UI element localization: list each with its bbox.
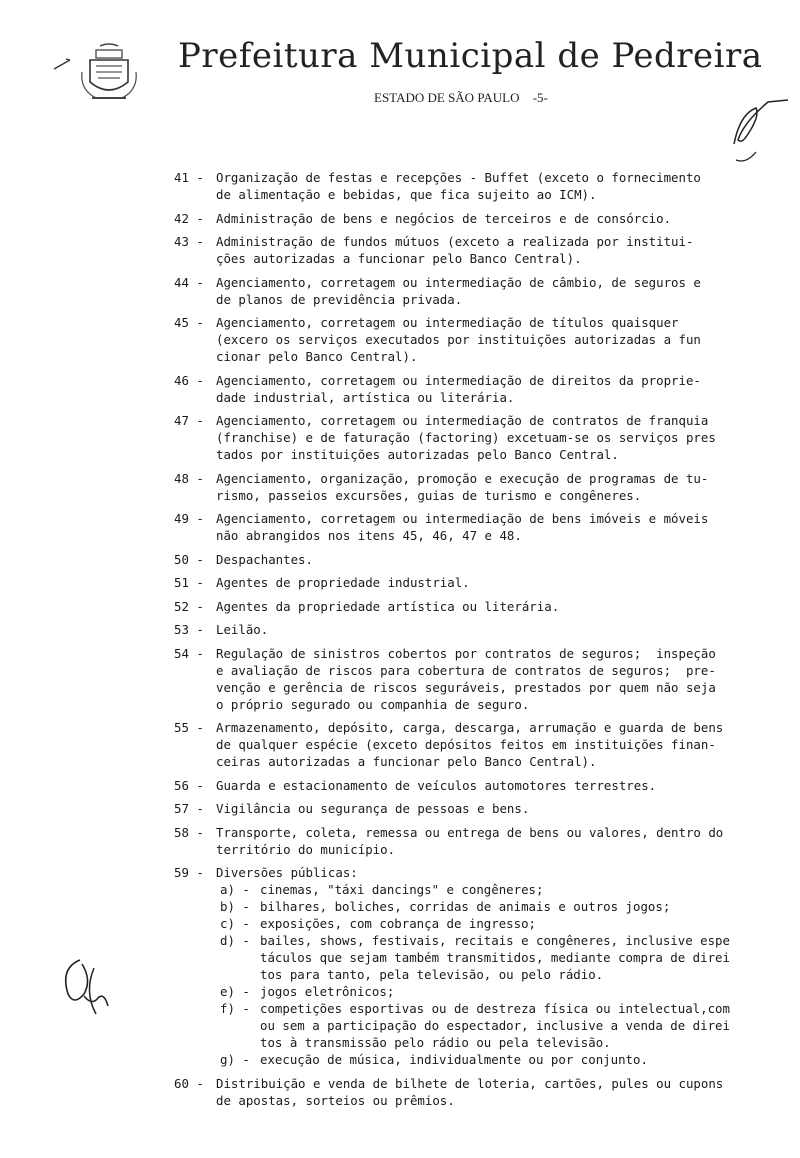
item-text: Agenciamento, corretagem ou intermediação de bens imóveis e móveis não abrangidos nos itens 45, 46, 47 e 48. xyxy=(216,511,709,543)
item-text: Leilão. xyxy=(216,622,269,637)
item-number: 50 - xyxy=(174,551,204,567)
item-text: Administração de bens e negócios de terceiros e de consórcio. xyxy=(216,210,672,226)
municipal-seal-icon xyxy=(78,42,140,110)
item-number: 45 - xyxy=(174,315,204,330)
subitem-text: bilhares, boliches, corridas de animais e outros jogos; xyxy=(260,899,671,914)
item-number: 57 - xyxy=(174,801,204,816)
list-item xyxy=(174,864,764,1068)
item-number: 43 - xyxy=(174,234,204,249)
list-item xyxy=(174,314,764,365)
item-number: 46 - xyxy=(174,372,204,388)
subitem-list xyxy=(216,881,764,1068)
list-item xyxy=(174,551,764,568)
item-text: Vigilância ou segurança de pessoas e bens. xyxy=(216,801,530,816)
subitem-text: exposições, com cobrança de ingresso; xyxy=(260,916,537,931)
item-59-body xyxy=(216,864,764,1068)
list-item xyxy=(174,510,764,544)
list-item xyxy=(174,372,764,406)
signature-icon xyxy=(726,98,794,172)
subitem-text: bailes, shows, festivais, recitais e congêneres, inclusive espe táculos que sejam também transmitidos, mediante compra de direi tos para tanto, pela televisão, ou pelo rádio. xyxy=(260,933,730,982)
item-text: Transporte, coleta, remessa ou entrega de bens ou valores, dentro do território do município. xyxy=(216,824,724,857)
subitem-letter: g) - xyxy=(220,1052,250,1067)
subitem xyxy=(216,881,764,898)
subitem xyxy=(216,932,764,983)
subitem-letter: c) - xyxy=(220,916,250,931)
list-item xyxy=(174,719,764,770)
item-number: 41 - xyxy=(174,170,204,185)
page-number-mark: -5- xyxy=(532,90,548,105)
list-item xyxy=(174,470,764,504)
subitem-letter: b) - xyxy=(220,899,250,914)
page-subtitle xyxy=(374,90,548,106)
subitem xyxy=(216,1000,764,1051)
item-number: 60 - xyxy=(174,1075,204,1091)
subitem xyxy=(216,915,764,932)
list-item xyxy=(174,274,764,308)
item-text: Despachantes. xyxy=(216,551,313,567)
item-number: 44 - xyxy=(174,274,204,290)
subitem xyxy=(216,983,764,1000)
state-label: ESTADO DE SÃO PAULO xyxy=(374,90,520,105)
list-item xyxy=(174,645,764,713)
item-text: Armazenamento, depósito, carga, descarga, arrumação e guarda de bens de qualquer espécie (exceto depósitos feitos em instituições finan- ceiras autorizadas a funcionar pelo Banco Central). xyxy=(216,720,724,769)
list-item xyxy=(174,169,764,203)
item-text: Distribuição e venda de bilhete de loteria, cartões, pules ou cupons de apostas, sorteios ou prêmios. xyxy=(216,1075,724,1108)
list-item xyxy=(174,777,764,794)
list-item xyxy=(174,824,764,858)
item-number: 51 - xyxy=(174,575,204,590)
subitem-letter: f) - xyxy=(220,1001,250,1016)
subitem-letter: d) - xyxy=(220,933,250,948)
item-number: 48 - xyxy=(174,470,204,486)
item-number: 56 - xyxy=(174,777,204,793)
service-items-list xyxy=(174,169,764,1115)
list-item xyxy=(174,412,764,463)
list-item xyxy=(174,1075,764,1109)
item-number: 59 - xyxy=(174,865,204,880)
subitem-text: execução de música, individualmente ou por conjunto. xyxy=(260,1052,648,1067)
list-item xyxy=(174,800,764,817)
item-number: 49 - xyxy=(174,511,204,526)
subitem xyxy=(216,898,764,915)
item-text: Agenciamento, corretagem ou intermediação de câmbio, de seguros e de planos de previdência privada. xyxy=(216,274,701,307)
list-item xyxy=(174,210,764,227)
subitem-letter: a) - xyxy=(220,882,250,897)
item-text: Guarda e estacionamento de veículos automotores terrestres. xyxy=(216,777,657,793)
item-text: Organização de festas e recepções - Buffet (exceto o fornecimento de alimentação e bebidas, que fica sujeito ao ICM). xyxy=(216,170,701,202)
item-text: Agentes de propriedade industrial. xyxy=(216,575,470,590)
item-number: 55 - xyxy=(174,720,204,735)
page-title: Prefeitura Municipal de Pedreira xyxy=(178,36,763,76)
item-number: 54 - xyxy=(174,645,204,661)
handwritten-initials-icon xyxy=(58,956,112,1022)
subitem-letter: e) - xyxy=(220,984,250,999)
margin-mark-icon xyxy=(52,56,72,75)
subitem xyxy=(216,1051,764,1068)
list-item xyxy=(174,598,764,615)
list-item xyxy=(174,621,764,638)
item-text: Agentes da propriedade artística ou literária. xyxy=(216,598,560,614)
item-text: Agenciamento, corretagem ou intermediação de direitos da proprie- dade industrial, artística ou literária. xyxy=(216,372,701,405)
subitem-text: competições esportivas ou de destreza física ou intelectual,com ou sem a participação do espectador, inclusive a venda de direi tos à transmissão pelo rádio ou pela televisão. xyxy=(260,1001,730,1050)
item-number: 53 - xyxy=(174,622,204,637)
item-number: 47 - xyxy=(174,413,204,428)
item-text: Regulação de sinistros cobertos por contratos de seguros; inspeção e avaliação de riscos para cobertura de contratos de seguros; pre- venção e gerência de riscos seguráveis, prestados por quem não seja o próprio segurado ou companhia de seguro. xyxy=(216,645,716,712)
list-item xyxy=(174,574,764,591)
item-text: Agenciamento, corretagem ou intermediação de contratos de franquia (franchise) e de faturação (factoring) excetuam-se os serviços pres tados por instituições autorizadas pelo Banco Central. xyxy=(216,413,716,462)
item-text: Diversões públicas: xyxy=(216,865,358,880)
list-item xyxy=(174,233,764,267)
subitem-text: jogos eletrônicos; xyxy=(260,984,395,999)
item-text: Administração de fundos mútuos (exceto a realizada por institui- ções autorizadas a funcionar pelo Banco Central). xyxy=(216,234,694,266)
item-text: Agenciamento, corretagem ou intermediação de títulos quaisquer (excero os serviços executados por instituições autorizadas a fun cionar pelo Banco Central). xyxy=(216,315,701,364)
item-number: 52 - xyxy=(174,598,204,614)
subitem-text: cinemas, "táxi dancings" e congêneres; xyxy=(260,882,544,897)
item-number: 58 - xyxy=(174,824,204,840)
item-number: 42 - xyxy=(174,210,204,226)
item-text: Agenciamento, organização, promoção e execução de programas de tu- rismo, passeios excursões, guias de turismo e congêneres. xyxy=(216,470,709,503)
